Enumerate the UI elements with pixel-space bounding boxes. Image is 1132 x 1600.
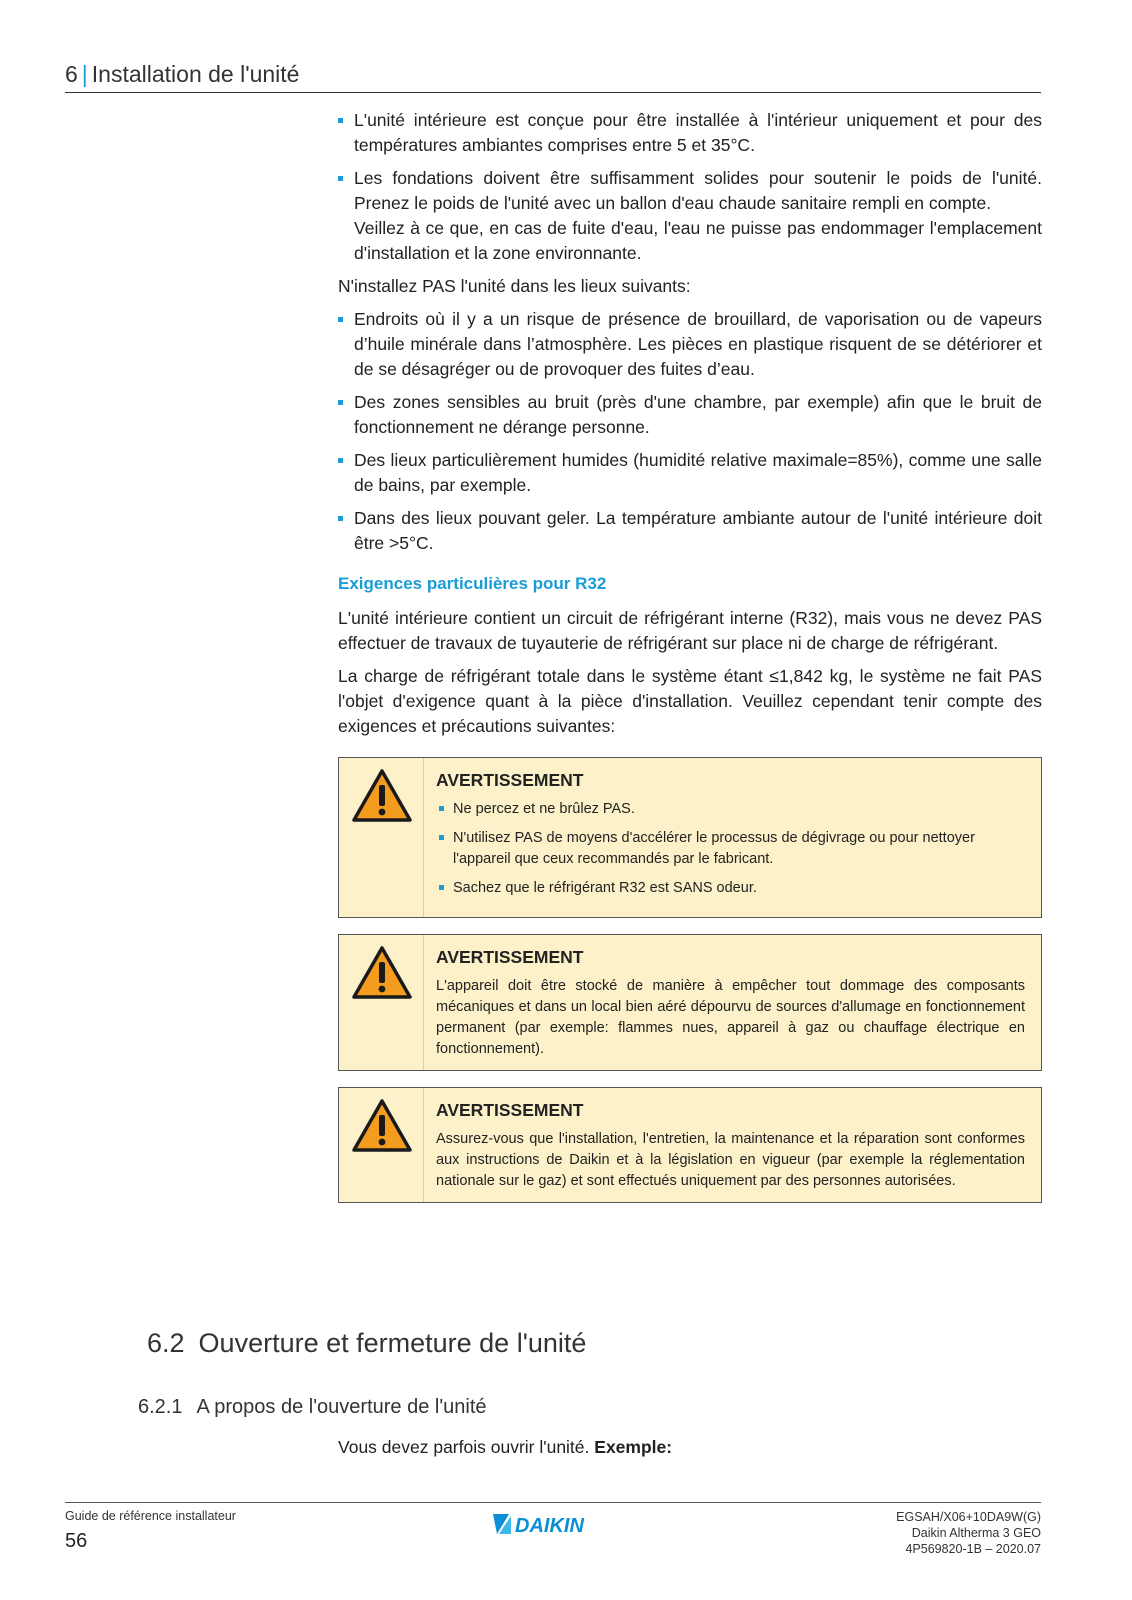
page-number: 56	[65, 1530, 88, 1552]
warning-box	[338, 934, 1042, 1071]
section-paragraph: Vous devez parfois ouvrir l'unité. Exemple:	[338, 1437, 673, 1457]
daikin-logo-icon	[493, 1511, 609, 1542]
subsection-number: 6.2.1	[138, 1396, 183, 1418]
list-item-extra: Veillez à ce que, en cas de fuite d'eau, l'eau ne puisse pas endommager l'emplacement d'installation et la zone environnante.	[354, 218, 1042, 263]
page-header	[65, 56, 1041, 93]
logo-text: DAIKIN	[515, 1515, 584, 1537]
list-item: Endroits où il y a un risque de présence de brouillard, de vaporisation ou de vapeurs d’huile minérale dans l’atmosphère. Les pièces en plastique risquent de se détériorer et de se désagréger ou de provoquer des fuites d’eau.	[338, 307, 1042, 382]
footer-divider	[65, 1502, 1041, 1503]
not-install-bullet-list	[338, 307, 1042, 556]
r32-paragraph-2: La charge de réfrigérant totale dans le système étant ≤1,842 kg, le système ne fait PAS l'objet d'exigence quant à la pièce d'installation. Veuillez cependant tenir compte des exigences et précautions suivantes:	[338, 666, 1042, 736]
warning-text: L'appareil doit être stocké de manière à empêcher tout dommage des composants mécaniques et dans un local bien aéré dépourvu de sources d'allumage en fonctionnement permanent (par exemple: flammes nues, appareil à gaz ou chauffage électrique en fonctionnement).	[436, 978, 1025, 1057]
not-install-intro: N'installez PAS l'unité dans les lieux suivants:	[338, 276, 691, 296]
list-item: N'utilisez PAS de moyens d'accélérer le processus de dégivrage ou pour nettoyer l'appareil que ceux recommandés par le fabricant.	[436, 828, 1025, 870]
list-item: L'unité intérieure est conçue pour être installée à l'intérieur uniquement et pour des températures ambiantes comprises entre 5 et 35°C.	[338, 108, 1042, 158]
example-label: Exemple:	[594, 1437, 673, 1457]
footer-doc-label: Guide de référence installateur	[65, 1509, 236, 1523]
chapter-number: 6	[65, 61, 78, 87]
section-number: 6.2	[147, 1328, 185, 1358]
header-separator: |	[81, 61, 88, 87]
warning-title: AVERTISSEMENT	[436, 1100, 584, 1120]
warning-icon-column	[339, 1088, 424, 1202]
subsection-heading	[138, 1396, 487, 1419]
warning-icon-column	[339, 935, 424, 1070]
list-item: Sachez que le réfrigérant R32 est SANS odeur.	[436, 878, 1025, 899]
warning-title: AVERTISSEMENT	[436, 947, 584, 967]
warning-triangle-icon	[351, 1098, 413, 1154]
warning-triangle-icon	[351, 768, 413, 824]
warning-box	[338, 1087, 1042, 1203]
warning-title: AVERTISSEMENT	[436, 770, 584, 790]
list-item: Des lieux particulièrement humides (humidité relative maximale=85%), comme une salle de bains, par exemple.	[338, 448, 1042, 498]
section-title: Ouverture et fermeture de l'unité	[198, 1328, 587, 1358]
r32-paragraph-1: L'unité intérieure contient un circuit de réfrigérant interne (R32), mais vous ne devez PAS effectuer de travaux de tuyauterie de réfrigérant sur place ni de charge de réfrigérant.	[338, 608, 1042, 653]
warning-icon-column	[339, 758, 424, 917]
list-item: Dans des lieux pouvant geler. La température ambiante autour de l'unité intérieure doit être >5°C.	[338, 506, 1042, 556]
list-item: Ne percez et ne brûlez PAS.	[436, 799, 1025, 820]
footer-doc-info: EGSAH/X06+10DA9W(G) Daikin Altherma 3 GEO 4P569820-1B – 2020.07	[896, 1510, 1041, 1556]
list-item: Les fondations doivent être suffisamment solides pour soutenir le poids de l'unité. Prenez le poids de l'unité avec un ballon d'eau chaude sanitaire rempli en compte. Veillez à ce que, en cas de fuite d'eau, l'eau ne puisse pas endommager l'emplacement d'installation et la zone environnante.	[338, 166, 1042, 266]
warning-list	[436, 799, 1025, 899]
section-heading	[147, 1328, 586, 1359]
list-item: Des zones sensibles au bruit (près d'une chambre, par exemple) afin que le bruit de fonctionnement ne dérange personne.	[338, 390, 1042, 440]
r32-heading: Exigences particulières pour R32	[338, 574, 607, 593]
chapter-title: Installation de l'unité	[91, 61, 300, 87]
subsection-title: A propos de l'ouverture de l'unité	[196, 1396, 487, 1418]
warning-text: Assurez-vous que l'installation, l'entretien, la maintenance et la réparation sont conformes aux instructions de Daikin et à la législation en vigueur (par exemple la réglementation nationale sur le gaz) et sont effectués uniquement par des personnes autorisées.	[436, 1131, 1025, 1189]
main-content	[338, 108, 1042, 1219]
intro-bullet-list	[338, 108, 1042, 266]
warning-box	[338, 757, 1042, 918]
warning-triangle-icon	[351, 945, 413, 1001]
